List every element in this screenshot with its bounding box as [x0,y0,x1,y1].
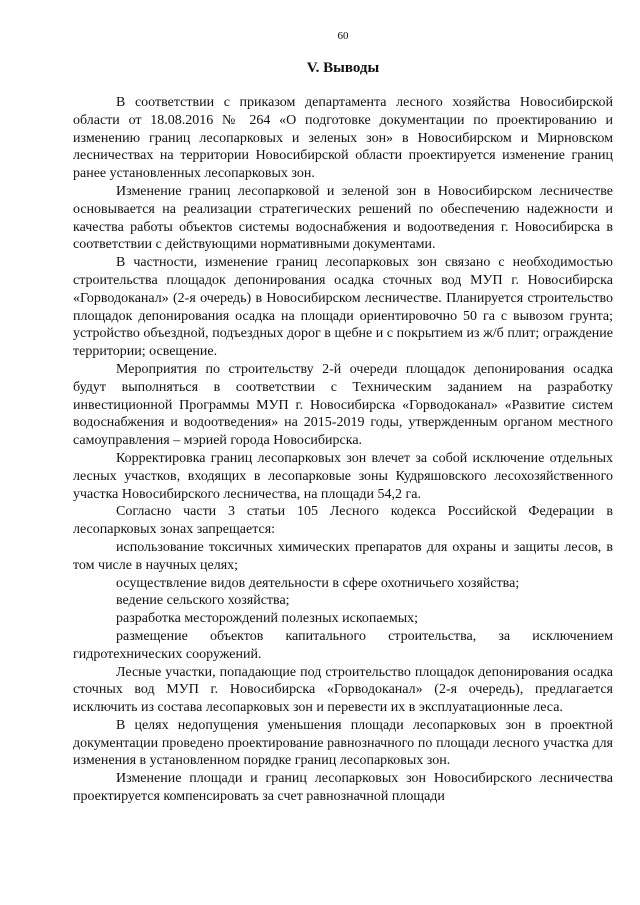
paragraph: Мероприятия по строительству 2-й очереди площадок депонирования осадка будут выполняться в соответствии с Техническим заданием на разработку инвестиционной Программы МУП г. Новосибирска «Горводоканал» «Развитие систем водоснабжения и водоотведения» на 2015-2019 годы, утвержденным органом местного самоуправления – мэрией города Новосибирска. [73,361,613,449]
list-item: разработка месторождений полезных ископаемых; [116,611,419,627]
paragraph: Согласно части 3 статьи 105 Лесного кодекса Российской Федерации в лесопарковых зонах запрещается: [73,504,613,538]
paragraph: В частности, изменение границ лесопарковых зон связано с необходимостью строительства площадок депонирования осадка сточных вод МУП г. Новосибирска «Горводоканал» (2-я очередь) в Новосибирском лесничестве. Планируется строительство площадок депонирования осадка на площади ориентировочно 50 га с вывозом грунта; устройство объездной, подъездных дорог в щебне и с покрытием из ж/б плит; ограждение территории; освещение. [73,255,613,360]
paragraph: Изменение площади и границ лесопарковых зон Новосибирского лесничества проектируется компенсировать за счет равнозначной площади [73,771,613,805]
list-item: осуществление видов деятельности в сфере охотничьего хозяйства; [116,575,520,591]
paragraph: В соответствии с приказом департамента лесного хозяйства Новосибирской области от 18.08.2016 № 264 «О подготовке документации по проектированию и изменению границ лесопарковых и зеленых зон» в Новосибирском и Мирновском лесничествах на территории Новосибирской области проектируется изменение границ ранее установленных лесопарковых зон. [73,95,613,182]
paragraph: В целях недопущения уменьшения площади лесопарковых зон в проектной документации проведено проектирование равнозначного по площади лесного участка для изменения в установленном порядке границ лесопарковых зон. [73,717,613,769]
paragraph: Изменение границ лесопарковой и зеленой зон в Новосибирском лесничестве основывается на реализации стратегических решений по обеспечению надежности и качества работы объектов системы водоснабжения и водоотведения г. Новосибирска в соответствии с действующими нормативными документами. [73,183,613,253]
paragraph: Лесные участки, попадающие под строительство площадок депонирования осадка сточных вод МУП г. Новосибирска «Горводоканал» (2-я очередь), предлагается исключить из состава лесопарковых зон и перевести их в эксплуатационные леса. [73,664,613,716]
page-number: 60 [337,30,349,42]
list-item: ведение сельского хозяйства; [116,593,290,609]
list-item: размещение объектов капитального строительства, за исключением гидротехнических сооружений. [73,628,613,662]
paragraph: Корректировка границ лесопарковых зон влечет за собой исключение отдельных лесных участков, входящих в лесопарковые зоны Кудряшовского лесохозяйственного участка Новосибирского лесничества, на площади 54,2 га. [73,450,613,502]
list-item: использование токсичных химических препаратов для охраны и защиты лесов, в том числе в научных целях; [73,539,613,573]
body-text [73,94,613,806]
section-title: V. Выводы [306,60,380,76]
